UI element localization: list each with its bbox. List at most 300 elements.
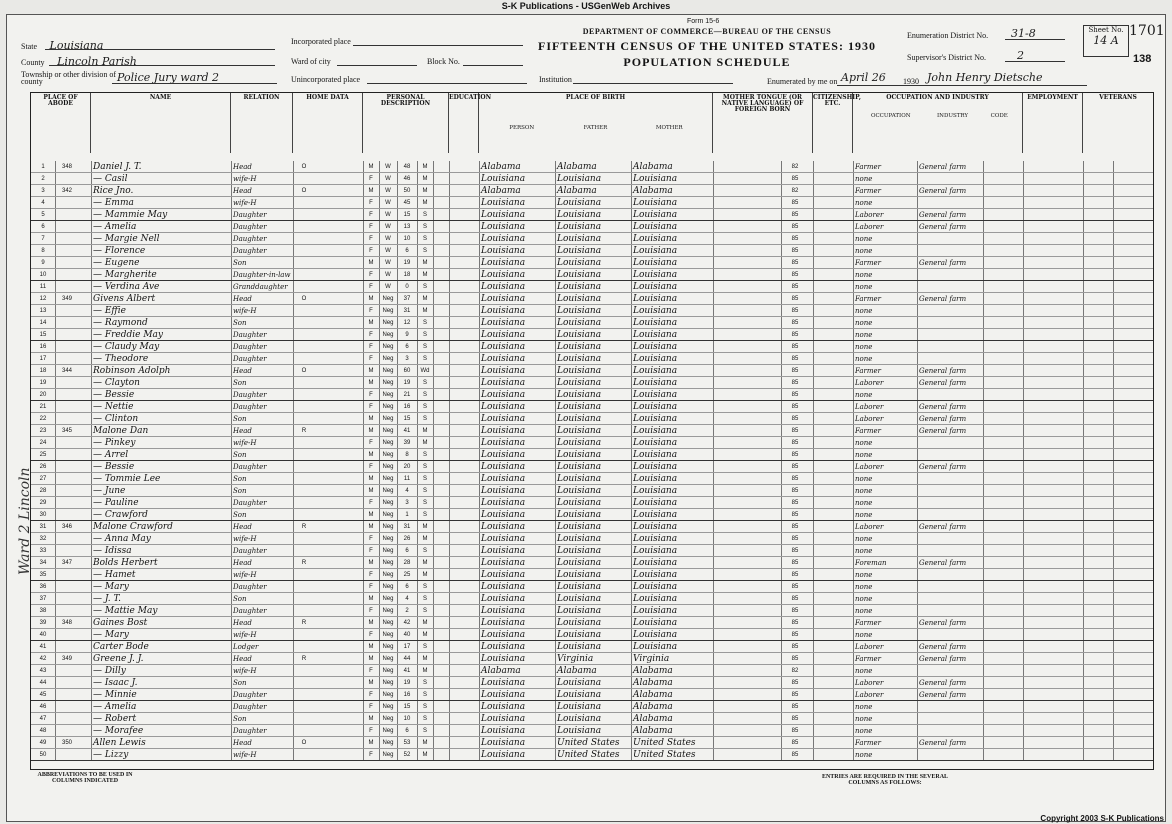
citizenship-header: CITIZENSHIP, ETC. [813,93,853,153]
cell-bp: Louisiana [481,354,526,364]
table-row [31,161,1153,173]
cell-fa: Louisiana [557,630,602,640]
cell-bp: Louisiana [481,678,526,688]
cell-code: 85 [791,248,799,254]
cell-dw [57,389,77,401]
cell-occ: Farmer [855,427,882,435]
cell-own: O [301,164,307,170]
cell-name: — Emma [93,198,134,208]
cell-name: — Tommie Lee [93,474,161,484]
line-number: 34 [39,560,47,566]
cell-code: 85 [791,680,799,686]
cell-own [297,257,311,269]
cell-own [297,245,311,257]
cell-sex: F [369,464,373,470]
cell-own: O [301,188,307,194]
cell-name: — Bessie [93,390,135,400]
cell-mo: Louisiana [633,270,678,280]
cell-mo: Louisiana [633,378,678,388]
cell-sex: M [368,368,374,374]
cell-mo: Virginia [633,654,670,664]
cell-sex: F [369,752,373,758]
cell-mo: Louisiana [633,630,678,640]
table-row [31,689,1153,701]
cell-mo: Louisiana [633,390,678,400]
cell-dw [57,605,77,617]
cell-occ: none [855,307,873,315]
cell-mar: M [422,428,428,434]
cell-age: 16 [403,692,411,698]
cell-fa: Louisiana [557,366,602,376]
cell-occ: none [855,439,873,447]
cell-fa: Louisiana [557,618,602,628]
census-rows [31,161,1153,767]
cell-dw [57,341,77,353]
line-number: 5 [41,212,45,218]
cell-own [297,341,311,353]
cell-ind: General farm [919,403,967,411]
cell-name: — Verdina Ave [93,282,160,292]
cell-mo: Louisiana [633,342,678,352]
cell-occ: none [855,547,873,555]
cell-age: 39 [403,440,411,446]
cell-fa: Louisiana [557,510,602,520]
enum-district-underline [1005,39,1065,40]
cell-fa: Louisiana [557,522,602,532]
cell-sex: F [369,440,373,446]
cell-age: 31 [403,524,411,530]
cell-mar: S [422,416,427,422]
cell-sex: M [368,476,374,482]
cell-own [297,413,311,425]
cell-dw [57,245,77,257]
cell-code: 85 [791,500,799,506]
cell-age: 28 [403,560,411,566]
cell-mar: M [422,536,428,542]
cell-fa: Louisiana [557,210,602,220]
cell-rel: Son [233,451,247,459]
cell-name: — Nettie [93,402,134,412]
cell-sex: M [368,560,374,566]
line-number: 16 [39,344,47,350]
cell-code: 85 [791,476,799,482]
cell-occ: none [855,703,873,711]
cell-fa: Louisiana [557,534,602,544]
state-underline [45,49,275,50]
table-row [31,185,1153,197]
cell-code: 85 [791,608,799,614]
cell-race: W [385,200,391,206]
cell-ind [919,629,983,641]
enumerated-year: 1930 [903,77,919,86]
cell-code: 85 [791,428,799,434]
line-number: 47 [39,716,47,722]
cell-age: 9 [405,332,409,338]
cell-mo: Louisiana [633,330,678,340]
cell-fa: Louisiana [557,582,602,592]
cell-race: Neg [382,632,394,638]
cell-occ: none [855,595,873,603]
cell-name: — J. T. [93,594,122,604]
cell-own [297,389,311,401]
cell-race: Neg [382,308,394,314]
cell-own [297,629,311,641]
cell-dw [57,593,77,605]
cell-rel: Lodger [233,643,259,651]
cell-bp: Louisiana [481,450,526,460]
cell-code: 85 [791,644,799,650]
cell-race: W [385,236,391,242]
cell-bp: Louisiana [481,174,526,184]
cell-dw: 346 [61,524,72,530]
cell-code: 85 [791,440,799,446]
table-row [31,677,1153,689]
line-number: 46 [39,704,47,710]
cell-fa: Louisiana [557,294,602,304]
cell-mar: S [422,356,427,362]
cell-bp: Louisiana [481,522,526,532]
cell-code: 85 [791,260,799,266]
cell-fa: Louisiana [557,234,602,244]
department-title: DEPARTMENT OF COMMERCE—BUREAU OF THE CENSUS [582,27,832,36]
cell-mo: Louisiana [633,366,678,376]
cell-own: R [301,560,307,566]
cell-mo: Louisiana [633,318,678,328]
cell-age: 6 [405,728,409,734]
cell-fa: Louisiana [557,642,602,652]
cell-sex: F [369,236,373,242]
cell-mo: Alabama [633,714,673,724]
cell-sex: F [369,536,373,542]
cell-fa: Louisiana [557,342,602,352]
cell-rel: wife-H [233,631,257,639]
line-number: 36 [39,584,47,590]
cell-own [297,593,311,605]
cell-mar: S [422,224,427,230]
cell-age: 37 [403,296,411,302]
table-row [31,257,1153,269]
supervisor-label: Supervisor's District No. [907,53,986,62]
cell-sex: F [369,548,373,554]
cell-name: — Margie Nell [93,234,160,244]
cell-age: 10 [403,236,411,242]
line-number: 26 [39,464,47,470]
cell-age: 11 [403,476,411,482]
cell-name: — June [93,486,126,496]
cell-name: — Florence [93,246,146,256]
cell-occ: Foreman [855,559,887,567]
cell-own [297,485,311,497]
cell-race: Neg [382,596,394,602]
cell-occ: Laborer [855,403,884,411]
cell-mo: Louisiana [633,570,678,580]
cell-mo: Alabama [633,162,673,172]
cell-age: 2 [405,608,409,614]
cell-dw [57,665,77,677]
cell-race: Neg [382,584,394,590]
cell-mo: Louisiana [633,546,678,556]
cell-sex: F [369,224,373,230]
cell-sex: M [368,320,374,326]
cell-bp: Louisiana [481,234,526,244]
cell-name: Carter Bode [93,642,149,652]
cell-own: R [301,620,307,626]
incorporated-underline [353,45,523,46]
cell-bp: Louisiana [481,282,526,292]
cell-dw: 344 [61,368,72,374]
cell-sex: F [369,584,373,590]
cell-race: Neg [382,608,394,614]
cell-bp: Louisiana [481,690,526,700]
cell-bp: Louisiana [481,270,526,280]
cell-age: 15 [403,704,411,710]
cell-age: 25 [403,572,411,578]
cell-race: Neg [382,572,394,578]
cell-fa: Alabama [557,186,597,196]
cell-rel: Daughter [233,607,267,615]
cell-mar: M [422,440,428,446]
cell-own [297,197,311,209]
cell-mar: M [422,668,428,674]
cell-sex: M [368,596,374,602]
cell-code: 85 [791,596,799,602]
cell-age: 19 [403,380,411,386]
cell-ind [919,281,983,293]
cell-race: Neg [382,500,394,506]
cell-fa: Louisiana [557,474,602,484]
line-number: 12 [39,296,47,302]
cell-name: — Mary [93,630,129,640]
cell-age: 18 [403,272,411,278]
cell-occ: none [855,511,873,519]
line-number: 25 [39,452,47,458]
cell-rel: Daughter [233,463,267,471]
line-number: 30 [39,512,47,518]
cell-occ: Farmer [855,619,882,627]
line-number: 22 [39,416,47,422]
required-entries-title: ENTRIES ARE REQUIRED IN THE SEVERAL COLUMNS AS FOLLOWS: [821,774,949,786]
cell-dw: 349 [61,296,72,302]
cell-age: 3 [405,500,409,506]
cell-bp: Louisiana [481,366,526,376]
cell-name: — Minnie [93,690,137,700]
cell-ind: General farm [919,463,967,471]
cell-race: Neg [382,752,394,758]
cell-race: Neg [382,656,394,662]
cell-mar: S [422,320,427,326]
cell-ind: General farm [919,523,967,531]
cell-age: 6 [405,248,409,254]
incorporated-label: Incorporated place [291,37,351,46]
cell-fa: Louisiana [557,306,602,316]
cell-mar: S [422,500,427,506]
line-number: 28 [39,488,47,494]
cell-dw [57,629,77,641]
table-row [31,509,1153,521]
cell-name: Rice Jno. [93,186,134,196]
cell-code: 85 [791,272,799,278]
table-row [31,353,1153,365]
cell-bp: Louisiana [481,630,526,640]
cell-occ: Laborer [855,415,884,423]
table-row [31,317,1153,329]
cell-mo: Louisiana [633,246,678,256]
occupation-header: OCCUPATION AND INDUSTRY OCCUPATION INDUSTRY CODE [853,93,1023,153]
cell-name: — Bessie [93,462,135,472]
cell-mo: Alabama [633,690,673,700]
stamp-bottom: 138 [1133,53,1152,65]
cell-bp: Louisiana [481,654,526,664]
cell-dw [57,209,77,221]
cell-mar: S [422,488,427,494]
cell-age: 6 [405,344,409,350]
cell-age: 6 [405,548,409,554]
cell-age: 42 [403,620,411,626]
cell-sex: F [369,392,373,398]
cell-age: 20 [403,464,411,470]
line-number: 43 [39,668,47,674]
table-row [31,281,1153,293]
cell-name: — Hamet [93,570,136,580]
cell-rel: Daughter [233,727,267,735]
cell-ind [919,341,983,353]
cell-ind [919,725,983,737]
cell-race: Neg [382,668,394,674]
cell-own [297,329,311,341]
cell-dw [57,581,77,593]
cell-race: Neg [382,548,394,554]
line-number: 24 [39,440,47,446]
cell-age: 4 [405,596,409,602]
cell-bp: Louisiana [481,618,526,628]
enumerated-label: Enumerated by me on [767,77,838,86]
cell-sex: M [368,416,374,422]
cell-own [297,305,311,317]
cell-mo: Louisiana [633,450,678,460]
table-row [31,725,1153,737]
cell-mar: S [422,344,427,350]
cell-mar: M [422,560,428,566]
table-row [31,365,1153,377]
line-number: 21 [39,404,47,410]
cell-sex: M [368,644,374,650]
cell-ind [919,593,983,605]
cell-ind [919,197,983,209]
cell-sex: M [368,656,374,662]
cell-mo: Louisiana [633,402,678,412]
cell-name: — Mattie May [93,606,158,616]
education-header: EDUCATION [449,93,479,153]
cell-mo: Alabama [633,702,673,712]
cell-dw [57,269,77,281]
cell-sex: F [369,344,373,350]
cell-dw [57,473,77,485]
cell-dw [57,641,77,653]
cell-rel: Daughter-in-law [233,271,291,279]
cell-ind [919,173,983,185]
cell-mo: United States [633,738,696,748]
cell-mar: M [422,188,428,194]
cell-mo: Louisiana [633,294,678,304]
cell-name: — Amelia [93,222,137,232]
line-number: 49 [39,740,47,746]
cell-code: 85 [791,368,799,374]
cell-code: 85 [791,632,799,638]
home-data-header: HOME DATA [293,93,363,153]
cell-ind: General farm [919,223,967,231]
ward-underline [337,65,417,66]
cell-occ: Farmer [855,739,882,747]
table-row [31,605,1153,617]
cell-occ: Laborer [855,679,884,687]
cell-dw [57,497,77,509]
cell-code: 85 [791,452,799,458]
cell-own [297,665,311,677]
cell-rel: Son [233,475,247,483]
cell-mo: Louisiana [633,198,678,208]
cell-race: W [385,248,391,254]
cell-own [297,233,311,245]
cell-sex: F [369,572,373,578]
cell-own: R [301,656,307,662]
cell-dw [57,233,77,245]
table-row [31,545,1153,557]
cell-code: 85 [791,464,799,470]
cell-own [297,449,311,461]
block-label: Block No. [427,57,460,66]
cell-rel: Son [233,715,247,723]
cell-name: — Dilly [93,666,126,676]
cell-race: Neg [382,644,394,650]
cell-ind: General farm [919,679,967,687]
cell-bp: Louisiana [481,246,526,256]
cell-rel: Daughter [233,247,267,255]
cell-occ: none [855,331,873,339]
cell-name: — Robert [93,714,137,724]
table-row [31,329,1153,341]
cell-ind: General farm [919,211,967,219]
cell-dw [57,533,77,545]
cell-dw: 345 [61,428,72,434]
table-row [31,521,1153,533]
cell-bp: Louisiana [481,222,526,232]
cell-mo: Louisiana [633,582,678,592]
cell-race: W [385,260,391,266]
cell-dw [57,173,77,185]
cell-mar: M [422,524,428,530]
table-row [31,233,1153,245]
cell-fa: Louisiana [557,222,602,232]
cell-sex: F [369,728,373,734]
cell-age: 8 [405,452,409,458]
cell-own [297,269,311,281]
cell-rel: Daughter [233,331,267,339]
cell-name: Malone Dan [93,426,149,436]
cell-dw [57,569,77,581]
cell-dw [57,317,77,329]
cell-dw [57,509,77,521]
cell-rel: Daughter [233,223,267,231]
enumerator-underline [837,85,1087,86]
cell-sex: M [368,380,374,386]
cell-rel: Daughter [233,583,267,591]
cell-dw: 342 [61,188,72,194]
table-row [31,293,1153,305]
cell-code: 85 [791,392,799,398]
line-number: 11 [39,284,47,290]
cell-race: Neg [382,380,394,386]
cell-code: 85 [791,416,799,422]
